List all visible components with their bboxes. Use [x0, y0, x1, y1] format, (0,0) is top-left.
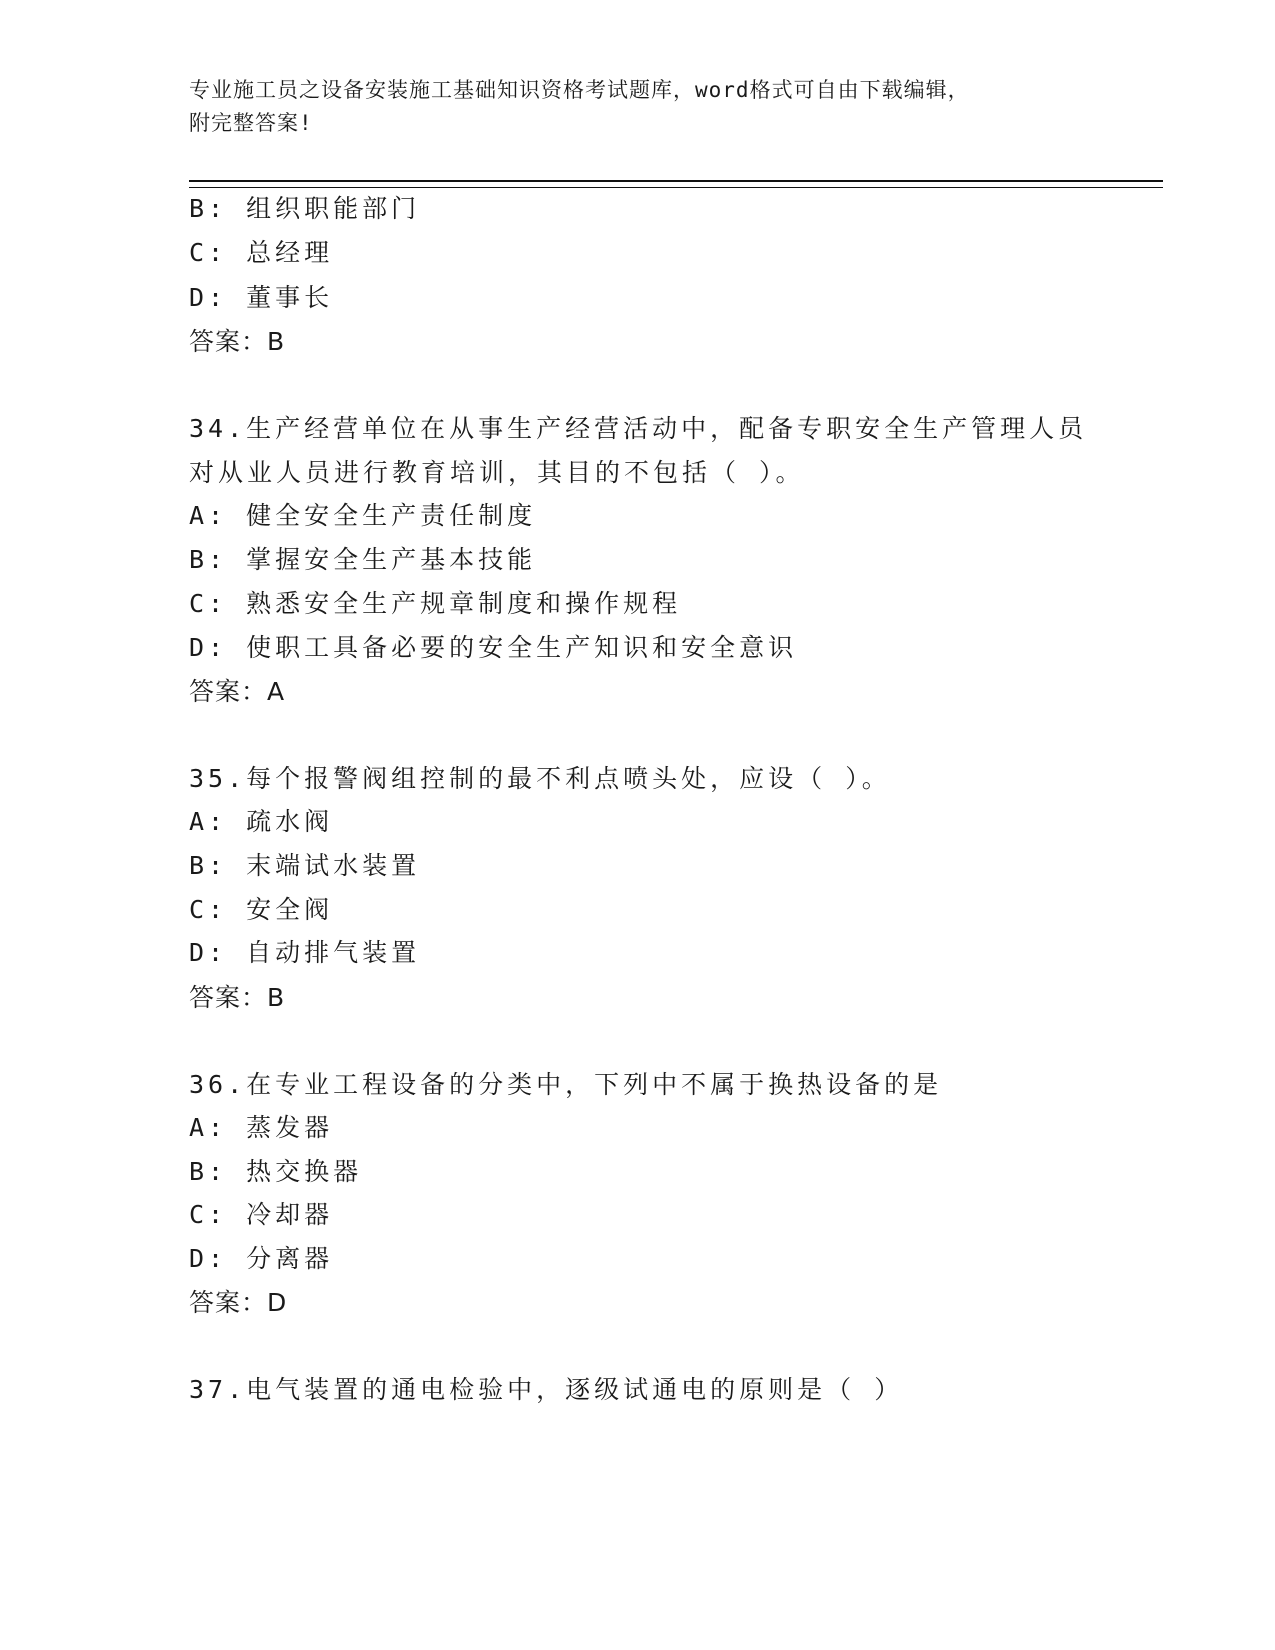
q35-option-d: D: 自动排气装置 — [189, 938, 421, 967]
q34-answer: 答案：A — [189, 677, 286, 706]
q35-stem-line-1: 35.每个报警阀组控制的最不利点喷头处，应设（ ）。 — [189, 764, 891, 793]
prev-question-option-d: D: 董事长 — [189, 283, 334, 312]
q34-option-d: D: 使职工具备必要的安全生产知识和安全意识 — [189, 633, 798, 662]
prev-question-option-c: C: 总经理 — [189, 238, 334, 267]
q36-option-c: C: 冷却器 — [189, 1200, 334, 1229]
q35-answer: 答案：B — [189, 983, 286, 1012]
header-line-1: 专业施工员之设备安装施工基础知识资格考试题库，word格式可自由下载编辑， — [189, 78, 970, 102]
q37-stem-line-1: 37.电气装置的通电检验中，逐级试通电的原则是（ ） — [189, 1375, 904, 1404]
q36-option-a: A: 蒸发器 — [189, 1113, 334, 1142]
q36-option-d: D: 分离器 — [189, 1244, 334, 1273]
q34-option-b: B: 掌握安全生产基本技能 — [189, 545, 537, 574]
header-divider — [189, 180, 1163, 188]
header-line-2: 附完整答案! — [189, 111, 313, 135]
prev-question-option-b: B: 组织职能部门 — [189, 194, 421, 223]
document-header — [189, 74, 1089, 140]
q34-stem-line-2: 对从业人员进行教育培训，其目的不包括（ ）。 — [189, 458, 805, 487]
q34-option-c: C: 熟悉安全生产规章制度和操作规程 — [189, 589, 682, 618]
prev-question-answer: 答案：B — [189, 327, 286, 356]
q35-option-a: A: 疏水阀 — [189, 807, 334, 836]
q36-answer: 答案：D — [189, 1288, 288, 1317]
q34-stem-line-1: 34.生产经营单位在从事生产经营活动中，配备专职安全生产管理人员 — [189, 414, 1088, 443]
q36-stem-line-1: 36.在专业工程设备的分类中，下列中不属于换热设备的是 — [189, 1070, 943, 1099]
q36-option-b: B: 热交换器 — [189, 1157, 363, 1186]
q34-option-a: A: 健全安全生产责任制度 — [189, 501, 537, 530]
q35-option-c: C: 安全阀 — [189, 895, 334, 924]
q35-option-b: B: 末端试水装置 — [189, 851, 421, 880]
